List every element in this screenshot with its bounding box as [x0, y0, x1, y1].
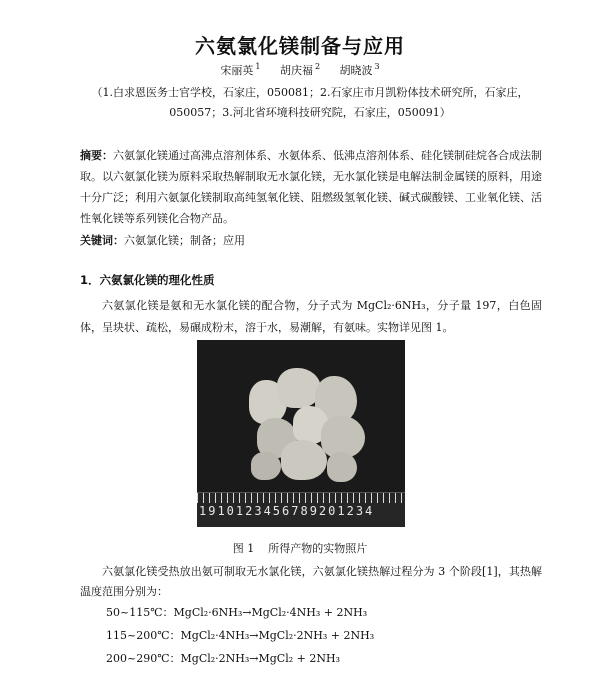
figure-caption	[0, 540, 600, 556]
product-photo	[197, 340, 405, 527]
ruler	[197, 492, 405, 527]
author	[340, 64, 380, 77]
affiliation-mark: 1	[255, 62, 261, 72]
author-name: 胡庆福	[279, 64, 313, 77]
temperature-range: 115~200℃：	[106, 629, 181, 642]
ruler-digits: 1910123456789201234	[199, 504, 375, 518]
abstract-label: 摘要：	[80, 149, 113, 162]
author-name: 胡晓波	[339, 64, 373, 77]
author	[220, 64, 260, 77]
reaction-equation	[106, 627, 374, 643]
temperature-range: 50~115℃：	[106, 606, 174, 619]
abstract-text: 六氨氯化镁通过高沸点溶剂体系、水氨体系、低沸点溶剂体系、硅化镁制硅烷各合成法制取。以六氨氯化镁为原料采取热解制取无水氯化镁，无水氯化镁是电解法制金属镁的原料，用途十分广泛；利用六氨氯化镁制取高纯氢氧化镁、阻燃级氢氧化镁、碱式碳酸镁、工业氧化镁、活性氧化镁等系列镁化合物产品。	[80, 149, 542, 225]
author-name: 宋丽英	[220, 64, 254, 77]
keywords-text: 六氨氯化镁；制备；应用	[124, 234, 245, 247]
affiliation-mark: 2	[314, 62, 321, 72]
affiliation-mark: 3	[374, 62, 380, 72]
rock-chunk	[327, 452, 357, 482]
body-paragraph: 六氨氯化镁受热放出氨可制取无水氯化镁，六氨氯化镁热解过程分为 3 个阶段[1]，其热解温度范围分别为：	[80, 565, 542, 598]
temperature-range: 200~290℃：	[106, 652, 181, 665]
reaction-formula: MgCl₂·4NH₃→MgCl₂·2NH₃ + 2NH₃	[180, 629, 375, 642]
paper-title: 六氨氯化镁制备与应用	[195, 34, 405, 58]
figure-caption-text: 所得产物的实物照片	[268, 542, 368, 555]
rock-chunk	[281, 440, 327, 480]
reaction-formula: MgCl₂·2NH₃→MgCl₂ + 2NH₃	[180, 652, 340, 665]
author-list	[0, 62, 600, 78]
keywords	[80, 232, 542, 250]
reaction-equation	[106, 604, 367, 620]
body-paragraph: 六氨氯化镁是氨和无水氯化镁的配合物，分子式为 MgCl₂·6NH₃，分子量 197，白色固体，呈块状、疏松，易碾成粉末，溶于水，易潮解，有氨味。实物详见图 1。	[80, 299, 542, 334]
author	[280, 64, 320, 77]
reaction-formula: MgCl₂·6NH₃→MgCl₂·4NH₃ + 2NH₃	[173, 606, 368, 619]
figure-number: 图 1	[232, 542, 255, 555]
keywords-label: 关键词：	[80, 234, 124, 247]
rock-chunk	[251, 452, 281, 480]
ruler-ticks	[197, 493, 405, 503]
affiliations: （1.白求恩医务士官学校，石家庄，050081；2.石家庄市月凯粉体技术研究所，石家庄，050057；3.河北省环境科技研究院，石家庄，050091）	[91, 86, 529, 119]
section-heading: 1．六氨氯化镁的理化性质	[80, 273, 215, 287]
reaction-equation	[106, 650, 340, 666]
abstract	[80, 145, 542, 229]
